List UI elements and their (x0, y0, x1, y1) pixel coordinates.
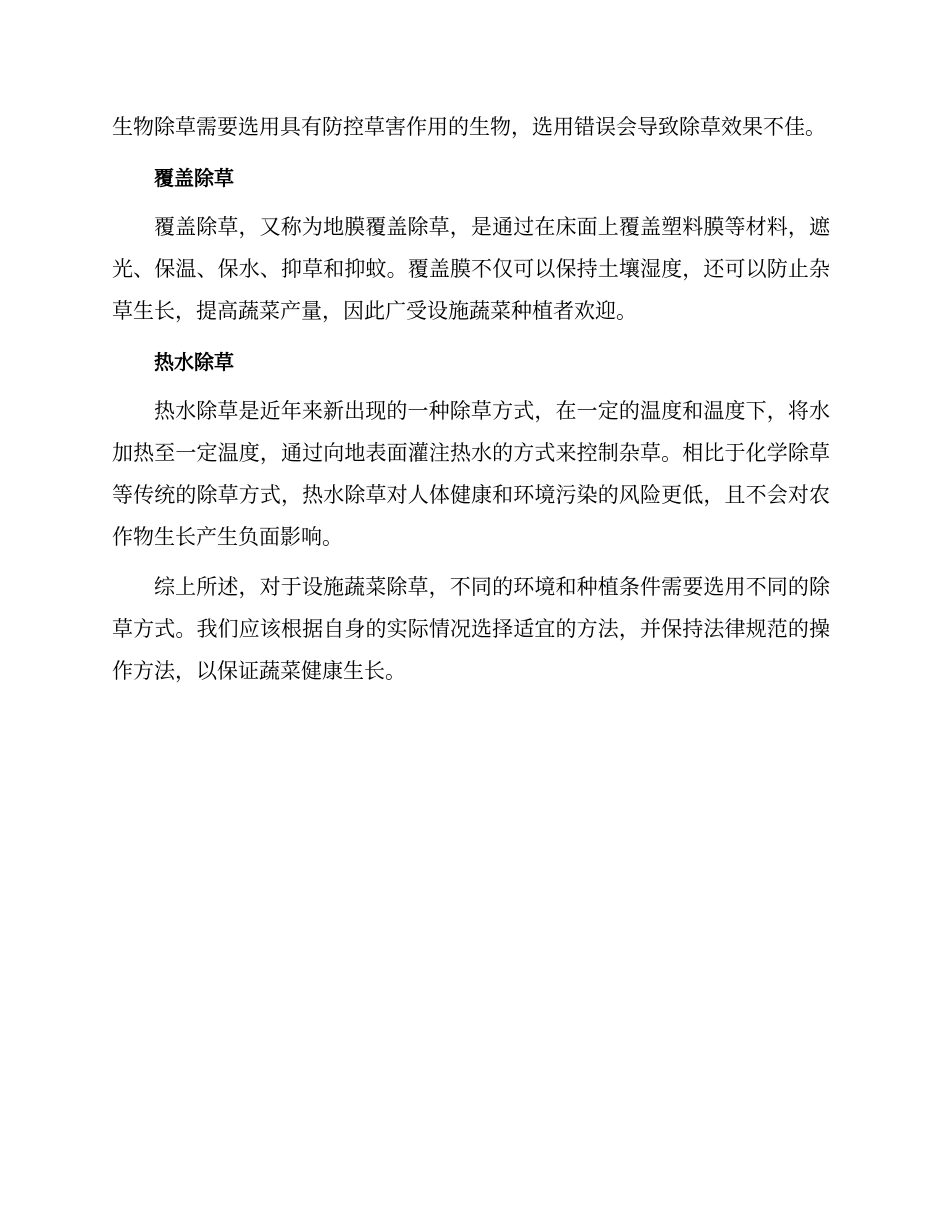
paragraph-hot-water-weeding: 热水除草是近年来新出现的一种除草方式，在一定的温度和温度下，将水加热至一定温度，通过向地表面灌注热水的方式来控制杂草。相比于化学除草等传统的除草方式，热水除草对人体健康和环境污染的风险更低，且不会对农作物生长产生负面影响。 (112, 399, 830, 549)
paragraph-cover-weeding: 覆盖除草，又称为地膜覆盖除草，是通过在床面上覆盖塑料膜等材料，遮光、保温、保水、抑草和抑蚊。覆盖膜不仅可以保持土壤湿度，还可以防止杂草生长，提高蔬菜产量，因此广受设施蔬菜种植者欢迎。 (112, 215, 830, 323)
paragraph-summary: 综上所述，对于设施蔬菜除草，不同的环境和种植条件需要选用不同的除草方式。我们应该根据自身的实际情况选择适宜的方法，并保持法律规范的操作方法，以保证蔬菜健康生长。 (112, 575, 830, 683)
heading-cover-weeding: 覆盖除草 (154, 166, 234, 190)
document-page (112, 106, 830, 700)
heading-hot-water-weeding: 热水除草 (154, 350, 234, 374)
paragraph-biological-weeding: 生物除草需要选用具有防控草害作用的生物，选用错误会导致除草效果不佳。 (112, 115, 826, 139)
